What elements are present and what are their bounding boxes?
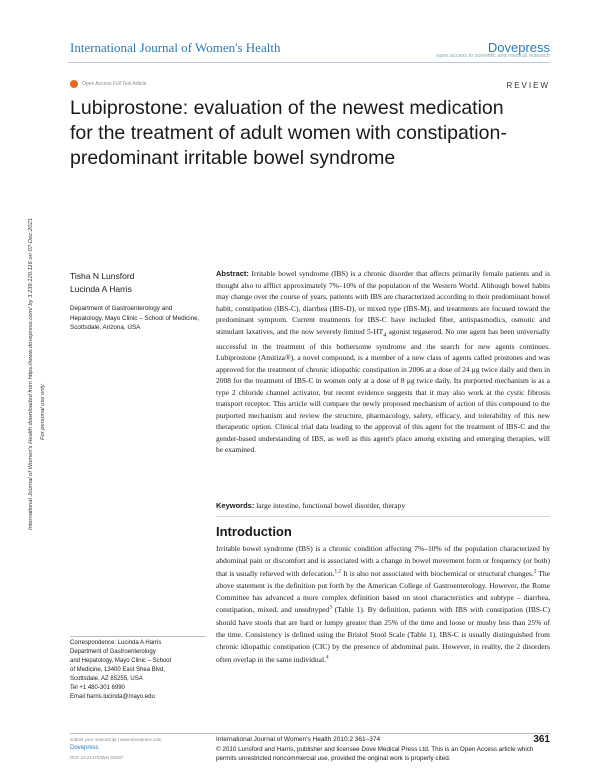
personal-use-notice: For personal use only.	[40, 383, 46, 440]
corr-line: Department of Gastroenterology	[70, 649, 156, 655]
footer-rule	[70, 733, 550, 734]
header-rule	[68, 62, 550, 63]
ref-4[interactable]: 4	[325, 654, 329, 661]
corr-line: and Hepatology, Mayo Clinic – School	[70, 658, 171, 664]
publisher-tagline: open access to scientific and medical research	[436, 53, 550, 59]
corr-line: Tel +1 480-301 6990	[70, 685, 125, 691]
author-list	[70, 270, 134, 296]
intro-text-1: Irritable bowel syndrome (IBS) is a chronic condition affecting 7%–10% of the population characterized by abdominal pain or discomfort and is associated with a change in bowel movement form or frequency (or both) that is usually relieved with defecation.	[216, 544, 550, 578]
ref-1[interactable]: 1,2	[334, 568, 342, 575]
keywords-label: Keywords:	[216, 501, 255, 510]
corr-email[interactable]: Email harris.lucinda@mayo.edu	[70, 694, 155, 700]
intro-text-2: It is also not associated with biochemical or structural changes.	[341, 568, 534, 578]
correspondence	[70, 639, 210, 702]
footer-citation: International Journal of Women's Health 2010:2 361–374	[216, 736, 381, 743]
open-access-icon	[70, 80, 78, 88]
ref-3[interactable]: 3	[329, 604, 332, 611]
intro-text-3: The above statement is the definition put forth by the American College of Gastroenterology. However, the Rome Committee has advanced a more complex definition based on stool characteristics and subtype – diarrhea, constipation, mixed, and unsubtyped	[216, 568, 551, 615]
side-watermark	[18, 140, 48, 660]
abstract	[216, 268, 550, 456]
doi[interactable]: DOI: 10.2147/IJWH.S6437	[70, 755, 124, 760]
license-text: © 2010 Lunsford and Harris, publisher and licensee Dove Medical Press Ltd. This is an Open Access article which permits unrestricted noncommercial use, provided the original work is properly cited.	[216, 746, 534, 762]
ref-2[interactable]: 2	[533, 568, 537, 575]
abstract-label: Abstract:	[216, 269, 249, 278]
abstract-text-2: agonist tegaserod. No one agent has been universally successful in the treatment of this bothersome syndrome and the search for new agents continues. Lubiprostone (Amitiza®), a novel compound, is a member of a new class of agents called prostones and was approved for the treatment of chronic idiopathic constipation in 2006 at a dose of 24 μg twice daily and then in 2008 for the treatment of IBS-C in women only at a dose of 8 μg twice daily. Its purported mechanism is as a type 2 chloride channel activator, but recent evidence suggests that it may also work at the cystic fibrosis transport receptor. This article will compare the newly proposed mechanism of action of this compound to the purported mechanism and review the structure, pharmacology, safety, efficacy, and tolerability of this new therapeutic option. Clinical trial data leading to the approval of this agent for the treatment of IBS-C and the gender-based understanding of IBS, as well as this agent's place among existing and emerging therapies, will be examined.	[216, 326, 550, 454]
keywords	[216, 500, 550, 511]
corr-line: Correspondence: Lucinda A Harris	[70, 640, 162, 646]
corr-line: Scottsdale, AZ 85255, USA	[70, 676, 143, 682]
journal-name: International Journal of Women's Health	[70, 40, 281, 55]
publisher-logo[interactable]: Dovepress	[487, 40, 550, 55]
submit-link[interactable]: submit your manuscript | www.dovepress.com	[70, 737, 162, 742]
page-number: 361	[533, 734, 550, 745]
author-1: Tisha N Lunsford	[70, 271, 135, 281]
correspondence-rule	[70, 636, 206, 637]
open-access-label	[70, 80, 146, 88]
author-2: Lucinda A Harris	[70, 284, 132, 294]
footer-logo: Dovepress	[70, 745, 99, 751]
intro-paragraph	[216, 543, 550, 666]
intro-heading: Introduction	[216, 524, 292, 539]
corr-line: of Medicine, 13400 East Shea Blvd,	[70, 667, 166, 673]
intro-rule	[216, 516, 550, 517]
affiliation: Department of Gastroenterology and Hepatology, Mayo Clinic – School of Medicine, Scottsdale, Arizona, USA	[70, 305, 200, 331]
section-label: REVIEW	[506, 81, 550, 90]
article-title: Lubiprostone: evaluation of the newest medication for the treatment of adult women with constipation-predominant irritable bowel syndrome	[70, 97, 507, 169]
abstract-subscript: 4	[383, 331, 387, 338]
download-notice: International Journal of Women's Health downloaded from https://www.dovepress.com/ by 3.239.120.116 on 07-Dec-2021	[28, 218, 34, 530]
open-access-text: Open Access Full Text Article	[82, 81, 147, 87]
abstract-text-1: Irritable bowel syndrome (IBS) is a chronic disorder that affects primarily female patients and is thought also to afflict approximately 7%–10% of the population of the Western World. Although bowel habits may change over the course of years, patients with IBS are characterized according to their predominant bowel habit, constipation (IBS-C), diarrhea (IBS-D), or mixed type (IBS-M), and treatments are focused toward the predominant symptom. Current treatments for IBS-C have included fiber, antispasmodics, osmotic and stimulant laxatives, and the now severely limited 5-HT	[216, 269, 550, 336]
keywords-text: large intestine, functional bowel disorder, therapy	[254, 501, 406, 510]
intro-text-4: (Table 1). By definition, patients with IBS with constipation (IBS-C) should have stools that are hard or lumpy greater than 25% of the time and loose or mushy less than 25% of the time. Consistency is defined using the Bristol Stool Scale (Table 1). IBS-C is usually distinguished from chronic idiopathic constipation (CIC) by the presence of abdominal pain. However, in reality, the 2 disorders often overlap in the same individual.	[216, 605, 550, 664]
